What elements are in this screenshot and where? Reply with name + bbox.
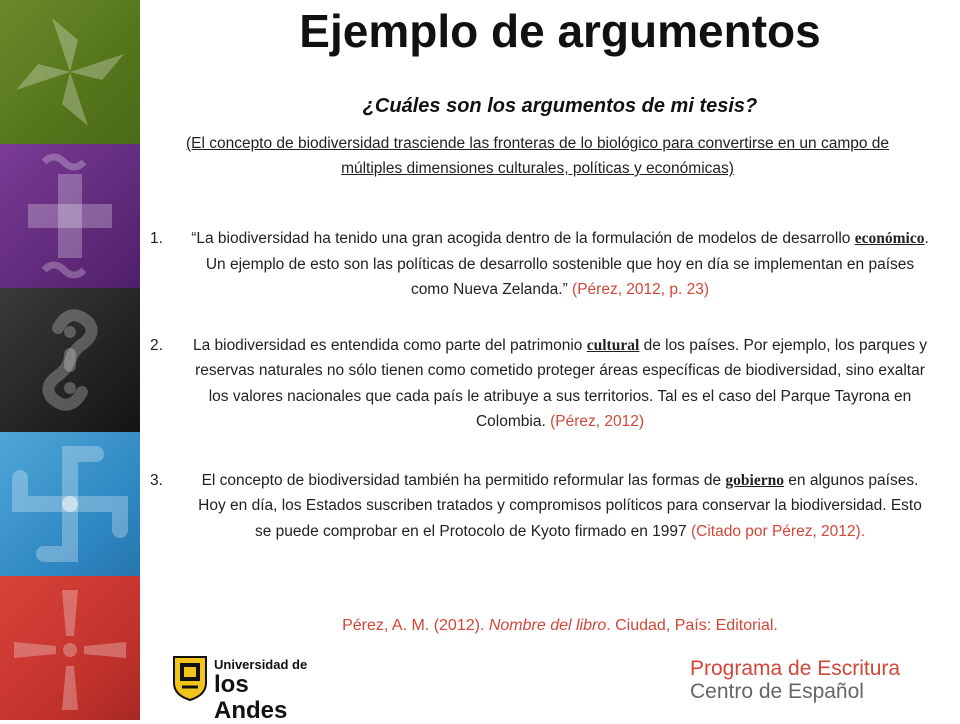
reference-author: Pérez, A. M. (2012). xyxy=(342,617,489,634)
purple-band xyxy=(0,144,140,288)
argument-text: La biodiversidad es entendida como parte del patrimonio xyxy=(192,336,587,354)
program-name: Programa de Escritura xyxy=(690,657,901,680)
enie-cross-icon xyxy=(0,144,140,288)
argument-text-after: de los países. Por ejemplo, los parques y reservas naturales no sólo tienen como cometido proteger áreas específicas de biodiversidad, sino exaltar los valores nacionales que cada país le atribuye a sus territorios. Tal es el caso del Parque Tayrona en Colombia. xyxy=(195,336,928,430)
argument-number: 1. xyxy=(150,230,163,247)
reference-book-title: Nombre del libro xyxy=(488,617,607,634)
thesis-statement: (El concepto de biodiversidad trasciende las fronteras de lo biológico para convertirse en un campo de múltiples dimensiones culturales, políticas y económicas) xyxy=(185,135,890,177)
arguments-list xyxy=(150,226,932,544)
argument-text-after: en algunos países. Hoy en día, los Estados suscriben tratados y compromisos políticos para conservar la biodiversidad. Esto se puede comprobar en el Protocolo de Kyoto firmado en 1997 xyxy=(198,471,922,540)
slide-question: ¿Cuáles son los argumentos de mi tesis? xyxy=(362,95,758,117)
slide-title: Ejemplo de argumentos xyxy=(299,5,821,57)
universidad-logo xyxy=(172,655,312,724)
argument-text: “La biodiversidad ha tenido una gran acogida dentro de la formulación de modelos de desarrollo xyxy=(191,230,855,247)
argument-item xyxy=(150,226,932,303)
reference-rest: . Ciudad, País: Editorial. xyxy=(606,617,778,634)
argument-keyword: cultural xyxy=(586,336,640,354)
swastika-spiral-icon xyxy=(0,432,140,576)
blue-band xyxy=(0,432,140,576)
argument-citation: (Pérez, 2012) xyxy=(550,413,644,430)
bibliographic-reference xyxy=(160,617,960,635)
university-shield-icon xyxy=(172,655,208,701)
university-name-line1: Universidad de xyxy=(214,657,308,672)
argument-number: 3. xyxy=(150,471,163,489)
argument-citation: (Citado por Pérez, 2012). xyxy=(690,522,866,540)
university-name-line2: los Andes xyxy=(214,671,288,724)
red-band xyxy=(0,576,140,720)
pinwheel-icon xyxy=(0,0,140,144)
argument-keyword: gobierno xyxy=(725,471,784,489)
argument-keyword: económico xyxy=(854,230,925,247)
argument-text-after: . Un ejemplo de esto son las políticas de desarrollo sostenible que hoy en día se implementan en países como Nueva Zelanda.” xyxy=(205,230,929,298)
argument-text: El concepto de biodiversidad también ha permitido reformular las formas de xyxy=(201,471,726,489)
programa-logo xyxy=(690,657,940,707)
argument-citation: (Pérez, 2012, p. 23) xyxy=(572,281,710,298)
argument-item xyxy=(150,468,932,545)
exclamation-cross-icon xyxy=(0,576,140,720)
argument-number: 2. xyxy=(150,336,163,354)
green-band xyxy=(0,0,140,144)
argument-item xyxy=(150,333,932,435)
program-center: Centro de Español xyxy=(690,680,864,703)
black-band xyxy=(0,288,140,432)
decorative-strip xyxy=(0,0,140,720)
question-marks-icon xyxy=(0,288,140,432)
